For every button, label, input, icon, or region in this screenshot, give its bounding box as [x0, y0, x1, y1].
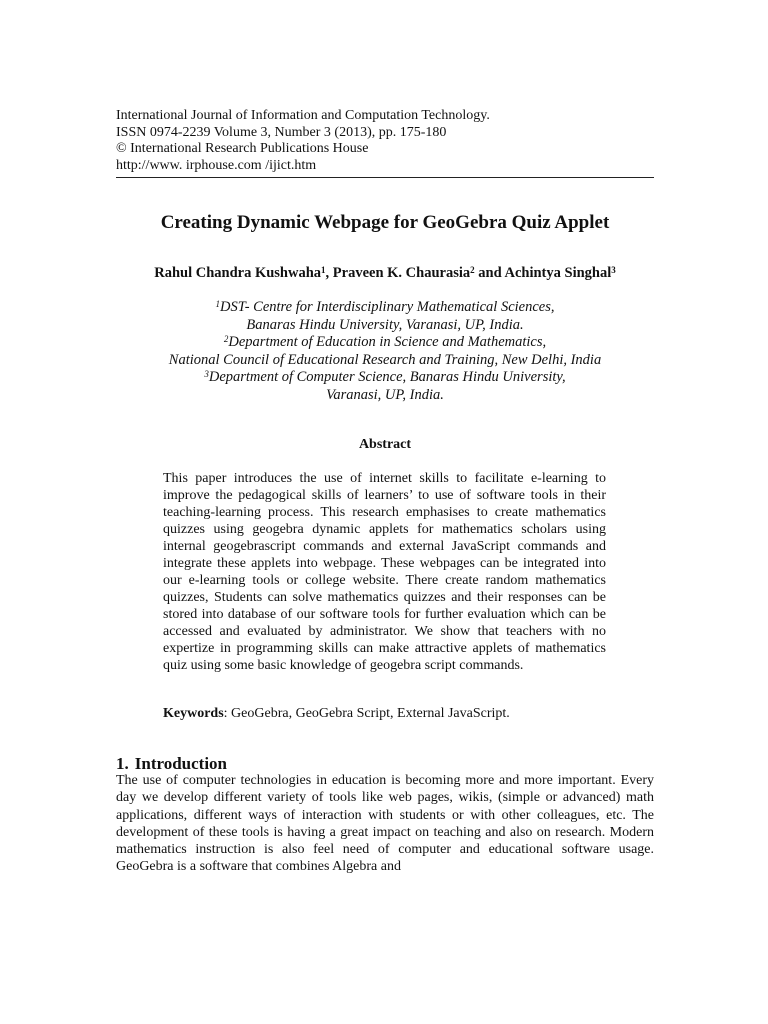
affiliation-list	[116, 299, 654, 405]
affiliation-mark: 2	[223, 334, 229, 345]
section-number: 1.	[116, 754, 129, 773]
affiliation-text: Department of Education in Science and Mathematics,	[228, 334, 547, 351]
keywords-text: : GeoGebra, GeoGebra Script, External JavaScript.	[223, 706, 510, 721]
abstract-heading: Abstract	[358, 437, 412, 452]
author-affiliation-mark: 2	[470, 265, 475, 275]
author-name: Praveen K. Chaurasia	[332, 265, 471, 281]
header-divider	[116, 177, 654, 178]
journal-url: http://www. irphouse.com /ijict.htm	[116, 157, 317, 173]
journal-header	[116, 108, 654, 174]
affiliation-line	[116, 352, 654, 370]
affiliation-line	[116, 317, 654, 335]
affiliation-text: DST- Centre for Interdisciplinary Mathematical Sciences,	[219, 299, 555, 315]
affiliation-text: Varanasi, UP, India.	[326, 386, 444, 403]
affiliation-text: Department of Computer Science, Banaras Hindu University,	[208, 369, 566, 386]
affiliation-line	[116, 387, 654, 405]
copyright-line: © International Research Publications House	[116, 141, 369, 156]
journal-name: International Journal of Information and Computation Technology.	[116, 108, 490, 123]
affiliation-text: Banaras Hindu University, Varanasi, UP, India.	[246, 316, 524, 333]
keywords-line	[163, 705, 606, 722]
section-heading-introduction	[116, 754, 654, 774]
keywords-label: Keywords	[163, 706, 224, 721]
paper-title: Creating Dynamic Webpage for GeoGebra Quiz Applet	[160, 212, 610, 233]
affiliation-mark: 1	[215, 299, 220, 309]
author-list	[116, 264, 654, 282]
author-name: Rahul Chandra Kushwaha	[154, 265, 322, 281]
affiliation-line	[116, 334, 654, 352]
section-title: Introduction	[134, 754, 228, 773]
author-separator: and	[474, 265, 505, 281]
affiliation-line	[116, 299, 654, 317]
introduction-text: The use of computer technologies in education is becoming more and more important. Every day we develop different variety of tools like web pages, wikis, (simple or advanced) math applications, different ways of interaction with students or with other colleagues, etc. The development of these tools is having a great impact on teaching and also on research. Modern mathematics instruction is also feel need of computer and educational software usage. GeoGebra is a software that combines Algebra and	[116, 773, 654, 875]
author-affiliation-mark: 3	[611, 265, 616, 275]
author-affiliation-mark: 1	[321, 265, 326, 275]
issn-line: ISSN 0974-2239 Volume 3, Number 3 (2013), pp. 175-180	[116, 124, 447, 140]
affiliation-text: National Council of Educational Research and Training, New Delhi, India	[168, 351, 602, 368]
affiliation-line	[116, 369, 654, 387]
author-separator: ,	[325, 265, 333, 281]
affiliation-mark: 3	[204, 369, 209, 380]
abstract-text: This paper introduces the use of internet skills to facilitate e-learning to improve the pedagogical skills of learners’ to use of software tools in their teaching-learning process. This research emphasises to create mathematics quizzes using geogebra dynamic applets for mathematics scholars using internal geogebrascript commands and external JavaScript commands and integrate these applets into webpage. These webpages can be integrated into our e-learning tools or college website. There create random mathematics quizzes, Students can solve mathematics quizzes and their responses can be stored into database of our software tools for further evaluation which can be accessed and evaluated by administrator. We show that teachers with no expertize in programming skills can make attractive applets of mathematics quiz using some basic knowledge of geogebra script commands.	[163, 471, 606, 673]
author-name: Achintya Singhal	[504, 265, 612, 281]
